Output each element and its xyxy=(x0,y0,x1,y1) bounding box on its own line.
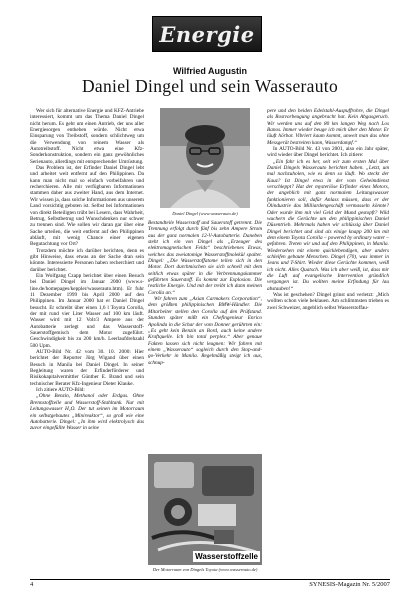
section-title: Energie xyxy=(159,21,255,47)
paragraph: Das Problem ist, der Erfinder Daniel Dingel lebt und arbeitet weit entfernt auf den Philippinen. Da kann man nicht mal so einfach vorbeifahren und recherchieren. Alle mir verfügbaren Informationen stammen daher aus zweiter Hand, aus dem Internet. Wir wissen ja, dass solche Informationen aus unserem Land vorsichtig geboten ist. Selbst bei Informationen von direkt Beteiligten trübt bei Lesern, dass Wahrheit, Betrug, Selbstbetrug und Wunschdenken nur schwer zu trennen sind. Wie sollen wir daran gar über eine Sache urteilen, die weit entfernt auf den Philippinen abläuft, mit wenig Chance einer eigenen Begutachtung vor Ort? xyxy=(30,165,144,248)
portrait-illustration xyxy=(160,108,250,208)
quote-paragraph: „Ein fahr ich es her, seit wir zum ersten Mal über Daniel Dingels Wasserauto berichtet haben. „Letzt, um mal nachzuholen, wie es denn so läuft. Wo steckt der Kauz? Ist Dingel etwa in der vom Geheimdienst verschleppt? Hat der mysteriöse Erfinder eines Motors, der angeblich mit ganz normalem Leitungswasser funktionieren soll, dafür Anlass müssen, dass er der Ölindustrie das Milliardengeschäft vermasseln könnte? Oder wurde ihm mit viel Geld der Mund gestopft? Wild wuchern die Gerüchte um den philippinischen Daniel Düsentrieb. Mehrmals haben wir schlüssig über Daniel Dingel berichtet und sind als einige knapp 200 km mit dem einem Toyota Corolla – powered by ordinary water – gefahren. Treten wir und auf den Philippinen, in Manila. Wiedersehen mit einem quicklebendigen, aber anders schleifen gebaute Menschen. Dingel (70), was immer in Jeans und T-Shirt. Wieder diese Gerüchte kommen, weiß ich nicht. Alles Quatsch. Was ich aber weiß, ist, dass mir die Luft auf evangelische Intervention gründlich vergangen ist. Du wollten meine Erfindung für lau abstauben!“ xyxy=(267,158,389,292)
quote-paragraph: Wir fahren zum „Asian Carmakers Corporation“, dem größten philippinischen BMW-Händler. Die Mitarbeiter stellen den Corolla auf den Prüfstand. Stunden später mißt ein Chefingenieur Enrico Apolinda in die Schar der vom Donner gerührten ein: „Es geht kein Benzin an Bord, auch keine andere Kraftquelle. Ich bin total perplex.“ Aber genaue Fakten lassen sich nicht leugnen: Wir fahren mit einem „Wasserauto“ sogleich durch den Stop-and-go-Verkehr in Manila. Regelmäßig steigt ich aus, schnup- xyxy=(148,296,262,366)
quote-paragraph: pere und den beiden Edelstahl-Auspuffrohre, die Dingel als Rostvorbeugung angebracht hat. Kein Abgasgeruch. Wir werden uns auf den 80 km langen Weg nach Los Banos. Immer wieder beuge ich mich über den Motor. Er läuft hörbar. Vibriert kaum kommt, unweit man das ohne Messgerät bestreiten kann, Wasserdampf.“ xyxy=(267,108,389,146)
paragraph: Ich zitiere AUTO-Bild: xyxy=(36,387,85,394)
footer-divider xyxy=(30,579,390,580)
portrait-photo xyxy=(160,108,250,208)
paragraph: Trotzdem möchte ich darüber berichten, denn es gibt Hinweise, dass etwas an der Sache dran sein könnte. Interessierte Personen haben recherchiert und darüber berichtet. xyxy=(30,247,144,273)
article-title: Daniel Dingel und sein Wasserauto xyxy=(81,76,339,96)
quote-paragraph: „Ohne Benzin, Methanol oder Erdgas. Ohne Brennstoffzelle und Wasserstoff-Stahltank. Nur mit Leitungswasser H₂O. Der tut seinen im Motorraum ein selbstgebautes „Minireaktor“, so groß wie eine Autobatterie. Dingel: „In ihm wird elektrolysch das zuvor eingefüllte Wasser in seine xyxy=(30,393,144,432)
engine-caption: Der Motorraum von Dingels Toyota (www.wasserauto.de) xyxy=(152,567,258,572)
text-column-2 xyxy=(148,220,262,452)
hydrogen-cell-label: Wasserstoffzelle xyxy=(195,552,258,561)
section-banner xyxy=(152,16,262,52)
engine-illustration xyxy=(148,454,262,565)
text-column-3 xyxy=(267,108,389,578)
page-number: 4 xyxy=(30,581,34,588)
quote-paragraph: Bestandteile Wasserstoff und Sauerstoff getrennt. Die Trennung erfolgt durch fünf bis zehn Ampere Strom aus der ganz normalen 12-V-Autobatterie. Daneben steht ich ein von Dingel als „Erzeuger des elektromagnetischen Felds“ beschriebenes Etwas, welches das zweiatomige Wasserstoffmolekül spaltet. Dingel: „Die Wasserstoffatome teilen sich in den Motor. Dort durchmischen sie sich schnell mit dem seitlich etwas später in die Verbrennungskammer geführten Sauerstoff. Es kommt zur Explosion. Die restliche Energie. Und mit der treibt ich dann meinen Corolla an.“ xyxy=(148,220,262,296)
paragraph: Wer sich für alternative Energie und KFZ-Antriebe interessiert, kommt um das Thema Daniel Dingel nicht herum. Es geht um einen Antrieb, der uns aller Energiesorgen entheben würde. Nicht etwa Einsparung von Treibstoff, sondern schlichtweg um die Verwendung von reinem Wasser als Autotreibstoff. Nicht etwa eine Kfz-Sonderkonstruktion, sondern ein ganz gewöhnliches Serienauto, allerdings mit entsprechender Umrüstung. xyxy=(30,108,144,165)
magazine-issue: SYNESIS-Magazin Nr. 5/2007 xyxy=(309,581,390,588)
portrait-caption: Daniel Dingel (www.wasserauto.de) xyxy=(172,211,238,216)
article-author: Wilfried Augustin xyxy=(172,66,248,76)
engine-photo xyxy=(148,454,262,565)
paragraph: In AUTO-Bild Nr. 43 von 2001, also ein Jahr später, wird wieder über Dingel berichtet. Ich zitiere: xyxy=(267,146,389,159)
text-column-1 xyxy=(30,108,144,578)
paragraph: Was ist geschehen? Dingel grinst und verletzt: „Mich wollten schon viele beklauen. Am schlimmsten trieben es zwei Schweizer, angeblich selbst Wasserstoffau- xyxy=(267,291,389,311)
paragraph: AUTO-Bild Nr. 42 vom 30. 10. 2000: Hier berichtet der Reporter Jörg Wigand über einen Besuch in Manila bei Daniel Dingel. In seiner Begleitung waren der Erfinderförderer und Risikokapitalvermittler Günther E. Brand und sein technischer Berater Kfz-Ingenieur Dieter Klauke. xyxy=(30,349,144,387)
paragraph: Ein Wolfgang Czapp berichtet über einen Besuch bei Daniel Dingel im Januar 2000 (www.s-line.de/homepages/keppler/wasserauto.htm). Er fuhr 11 Dezember 1999 bis April 2000 auf den Philippinen. Im Januar 2000 hat er Daniel Dingel besucht. Er schreibt über einen 1,6 l Toyota Corolla, der mit rund vier Liter Wasser auf 100 km läuft. Wasser wird mit 12 Volt/3 Ampere aus der Autobatterie zerlegt und das Wasserstoff-Sauerstoffgemisch dem Motor zugeführt. Geschwindigkeit bis zu 200 km/h. Leerlaufdrehzahl 500 Upm. xyxy=(30,272,144,349)
